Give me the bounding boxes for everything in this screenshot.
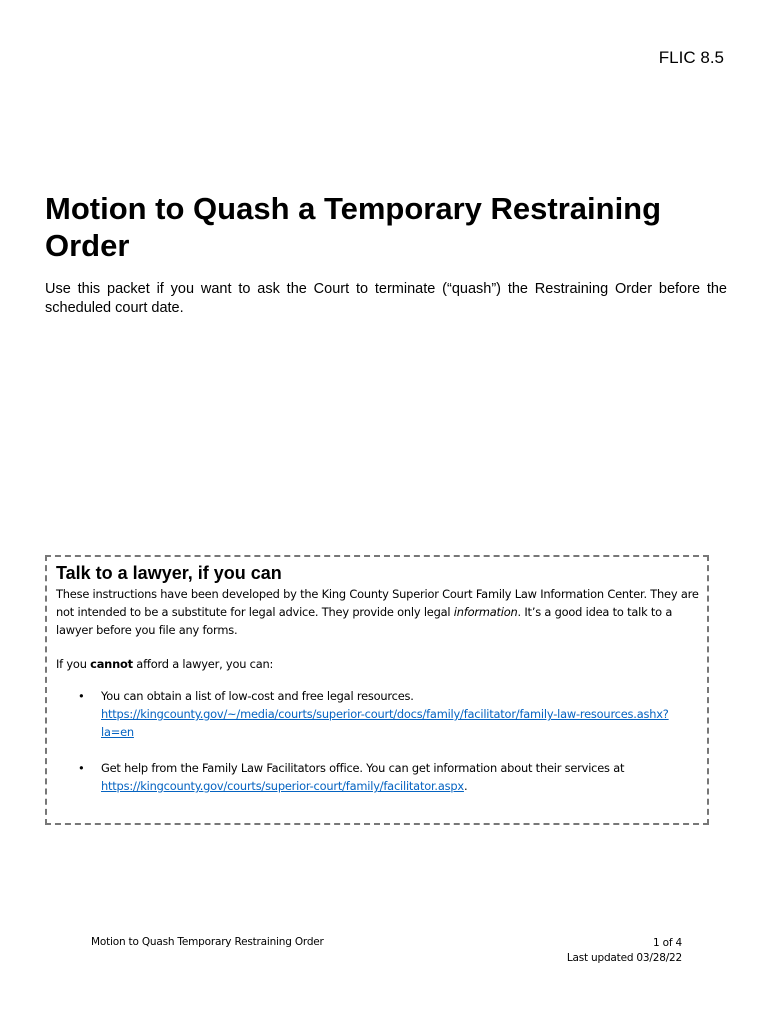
bullet-icon: • xyxy=(78,689,85,703)
resource-list xyxy=(56,687,701,813)
last-updated: Last updated 03/28/22 xyxy=(566,952,682,964)
resources-link[interactable]: https://kingcounty.gov/~/media/courts/superior-court/docs/family/facilitator/family-law-resources.ashx?la=en xyxy=(101,707,669,739)
afford-text: If you xyxy=(56,657,91,671)
afford-text-end: afford a lawyer, you can: xyxy=(132,657,274,671)
resource-text: Get help from the Family Law Facilitators office. You can get information about their services at xyxy=(101,761,625,775)
disclaimer-text: These instructions have been developed by the King County Superior Court Family Law Information Center. They are not intended to be a substitute for legal advice. They provide only legal xyxy=(56,587,699,619)
lawyer-box-heading: Talk to a lawyer, if you can xyxy=(56,563,282,583)
page-number: 1 of 4 xyxy=(653,937,682,949)
form-code: FLIC 8.5 xyxy=(658,48,724,67)
list-item xyxy=(56,759,701,795)
footer-doc-title: Motion to Quash Temporary Restraining Order xyxy=(91,936,324,948)
footer-page-info xyxy=(567,936,682,966)
list-item xyxy=(56,687,701,741)
intro-text: Use this packet if you want to ask the Court to terminate (“quash”) the Restraining Order before the scheduled court date. xyxy=(45,281,727,316)
afford-lawyer-text xyxy=(56,655,701,673)
page-title: Motion to Quash a Temporary Restraining Order xyxy=(45,191,662,263)
bullet-icon: • xyxy=(78,761,85,775)
afford-bold: cannot xyxy=(90,657,133,671)
disclaimer-text-end: . It’s a good idea to talk to a lawyer before you file any forms. xyxy=(56,605,673,637)
sentence-period: . xyxy=(463,779,468,793)
lawyer-info-box xyxy=(45,555,709,825)
disclaimer-italic: information xyxy=(453,605,518,619)
facilitator-link[interactable]: https://kingcounty.gov/courts/superior-court/family/facilitator.aspx xyxy=(101,779,464,793)
lawyer-box-disclaimer xyxy=(56,585,701,639)
resource-text: You can obtain a list of low-cost and free legal resources. xyxy=(101,689,414,703)
